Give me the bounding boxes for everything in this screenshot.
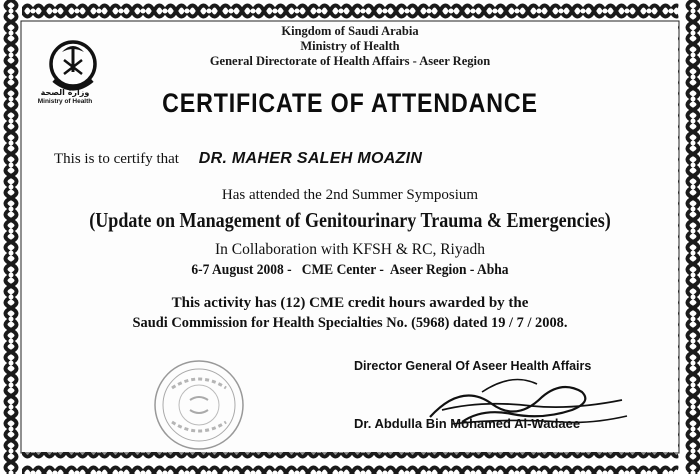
symposium-title: (Update on Management of Genitourinary Trauma & Emergencies) [89, 208, 611, 232]
signatory-name: Dr. Abdulla Bin Mohamed Al-Wadaee [354, 416, 581, 431]
credits-line-1: This activity has (12) CME credit hours awarded by the [171, 295, 529, 311]
collaboration-line: In Collaboration with KFSH & RC, Riyadh [215, 241, 485, 258]
recipient-name: DR. MAHER SALEH MOAZIN [198, 150, 423, 167]
certify-text: This is to certify that [54, 151, 179, 167]
signatory-title: Director General Of Aseer Health Affairs [354, 359, 592, 373]
date-location-line: 6-7 August 2008 - CME Center - Aseer Region - Abha [191, 262, 509, 278]
header-ministry: Ministry of Health [300, 39, 400, 53]
attended-line: Has attended the 2nd Summer Symposium [221, 187, 479, 203]
logo-caption-english: Ministry of Health [37, 98, 93, 105]
logo-caption-arabic: وزارة الصحة [40, 88, 90, 97]
header-directorate: General Directorate of Health Affairs - Aseer Region [209, 54, 491, 68]
certificate-title: CERTIFICATE OF ATTENDANCE [162, 88, 538, 118]
header-kingdom: Kingdom of Saudi Arabia [281, 24, 419, 38]
certificate-body [22, 22, 678, 452]
certify-row [54, 150, 422, 168]
official-stamp-icon [152, 358, 246, 452]
credits-line-2: Saudi Commission for Health Specialties No. (5968) dated 19 / 7 / 2008. [132, 315, 568, 331]
